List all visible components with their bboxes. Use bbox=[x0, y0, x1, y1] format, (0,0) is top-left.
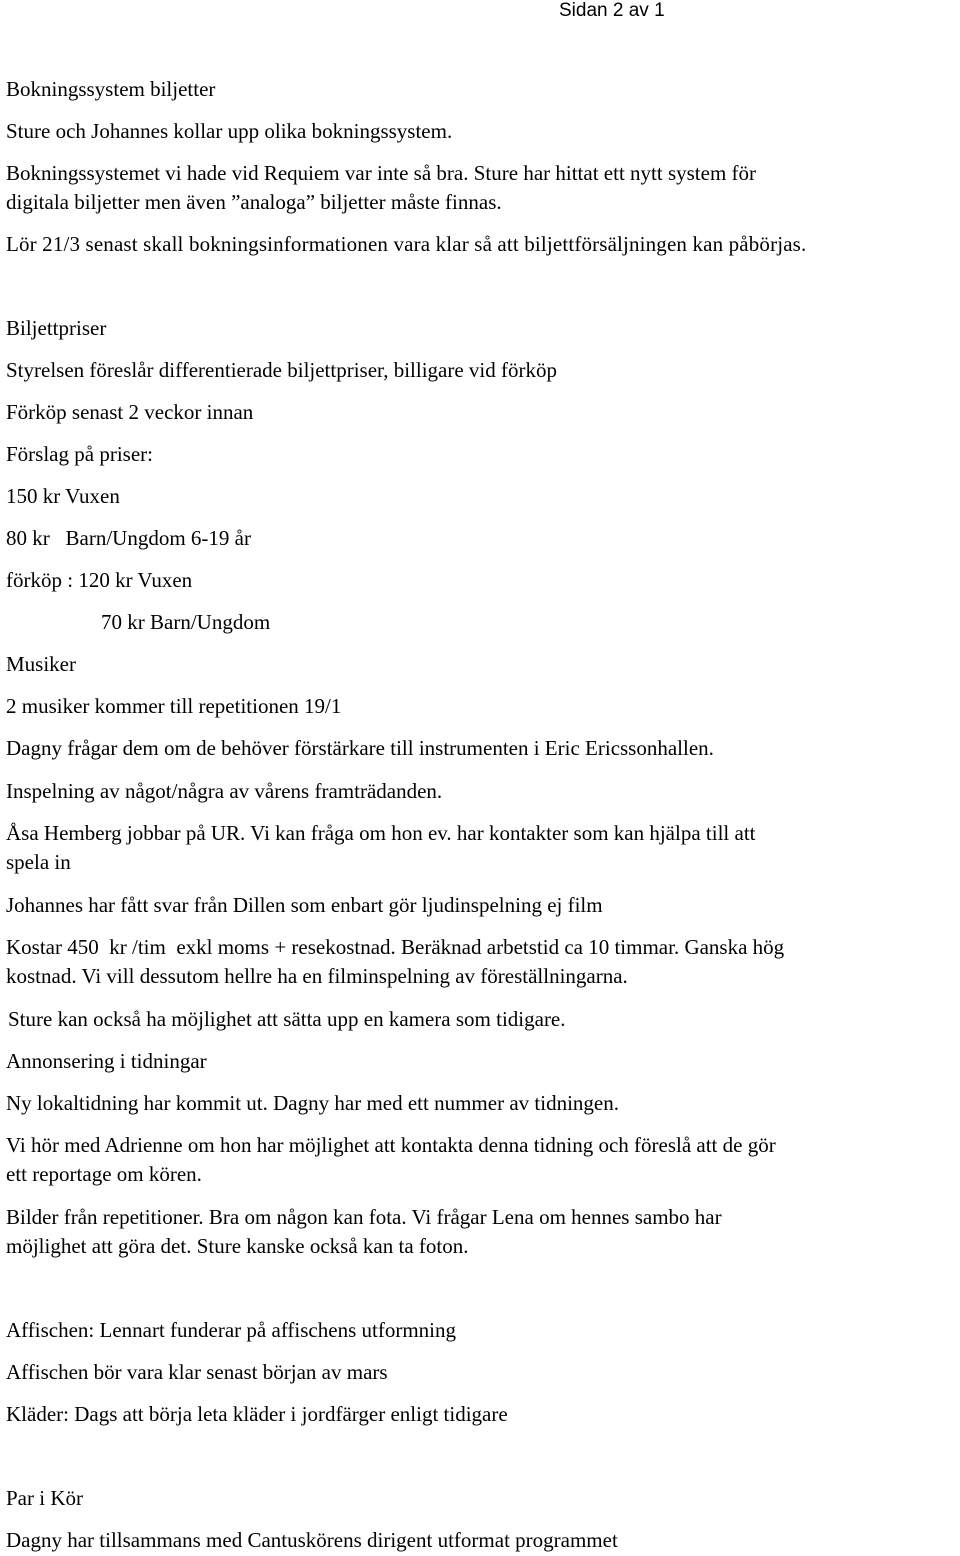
par-i-kor-heading: Par i Kör bbox=[6, 1486, 83, 1510]
prices-text-line: Styrelsen föreslår differentierade biljettpriser, billigare vid förköp bbox=[6, 358, 557, 382]
booking-text-line: Lör 21/3 senast skall bokningsinformationen vara klar så att biljettförsäljningen kan påbörjas. bbox=[6, 232, 807, 256]
prices-heading: Biljettpriser bbox=[6, 316, 107, 340]
musicians-text-line: spela in bbox=[6, 850, 71, 874]
musicians-text-line: kostnad. Vi vill dessutom hellre ha en filminspelning av föreställningarna. bbox=[6, 964, 628, 988]
booking-heading: Bokningssystem biljetter bbox=[6, 77, 216, 101]
page-number: Sidan 2 av 1 bbox=[559, 0, 665, 21]
prices-text-line: 150 kr Vuxen bbox=[6, 484, 120, 508]
advertising-text-line: Ny lokaltidning har kommit ut. Dagny har med ett nummer av tidningen. bbox=[6, 1091, 619, 1115]
advertising-text-line: Vi hör med Adrienne om hon har möjlighet att kontakta denna tidning och föreslå att de gör bbox=[6, 1133, 776, 1157]
musicians-heading: Musiker bbox=[6, 652, 76, 676]
musicians-text-line: Sture kan också ha möjlighet att sätta upp en kamera som tidigare. bbox=[8, 1007, 566, 1031]
booking-text-line: Bokningssystemet vi hade vid Requiem var inte så bra. Sture har hittat ett nytt system för bbox=[6, 161, 757, 185]
advertising-text-line: möjlighet att göra det. Sture kanske också kan ta foton. bbox=[6, 1234, 469, 1258]
poster-text-line: Affischen: Lennart funderar på affischens utformning bbox=[6, 1318, 456, 1342]
musicians-text-line: Kostar 450 kr /tim exkl moms + resekostnad. Beräknad arbetstid ca 10 timmar. Ganska hög bbox=[6, 935, 785, 959]
prices-text-line: 70 kr Barn/Ungdom bbox=[101, 610, 271, 634]
musicians-text-line: Åsa Hemberg jobbar på UR. Vi kan fråga om hon ev. har kontakter som kan hjälpa till att bbox=[6, 821, 756, 845]
clothing-text-line: Kläder: Dags att börja leta kläder i jordfärger enligt tidigare bbox=[6, 1402, 508, 1426]
prices-text-line: 80 kr Barn/Ungdom 6-19 år bbox=[6, 526, 251, 550]
booking-text-line: digitala biljetter men även ”analoga” biljetter måste finnas. bbox=[6, 190, 502, 214]
prices-text-line: Förköp senast 2 veckor innan bbox=[6, 400, 254, 424]
advertising-text-line: Bilder från repetitioner. Bra om någon kan fota. Vi frågar Lena om hennes sambo har bbox=[6, 1205, 722, 1229]
par-i-kor-text-line: Dagny har tillsammans med Cantuskörens dirigent utformat programmet bbox=[6, 1528, 618, 1552]
advertising-text-line: ett reportage om kören. bbox=[6, 1162, 202, 1186]
prices-text-line: Förslag på priser: bbox=[6, 442, 153, 466]
musicians-text-line: 2 musiker kommer till repetitionen 19/1 bbox=[6, 694, 342, 718]
advertising-heading: Annonsering i tidningar bbox=[6, 1049, 207, 1073]
musicians-text-line: Dagny frågar dem om de behöver förstärkare till instrumenten i Eric Ericssonhallen. bbox=[6, 736, 714, 760]
musicians-text-line: Johannes har fått svar från Dillen som enbart gör ljudinspelning ej film bbox=[6, 893, 603, 917]
musicians-text-line: Inspelning av något/några av vårens framträdanden. bbox=[6, 779, 443, 803]
poster-text-line: Affischen bör vara klar senast början av mars bbox=[6, 1360, 388, 1384]
prices-text-line: förköp : 120 kr Vuxen bbox=[6, 568, 193, 592]
booking-text-line: Sture och Johannes kollar upp olika bokningssystem. bbox=[6, 119, 453, 143]
